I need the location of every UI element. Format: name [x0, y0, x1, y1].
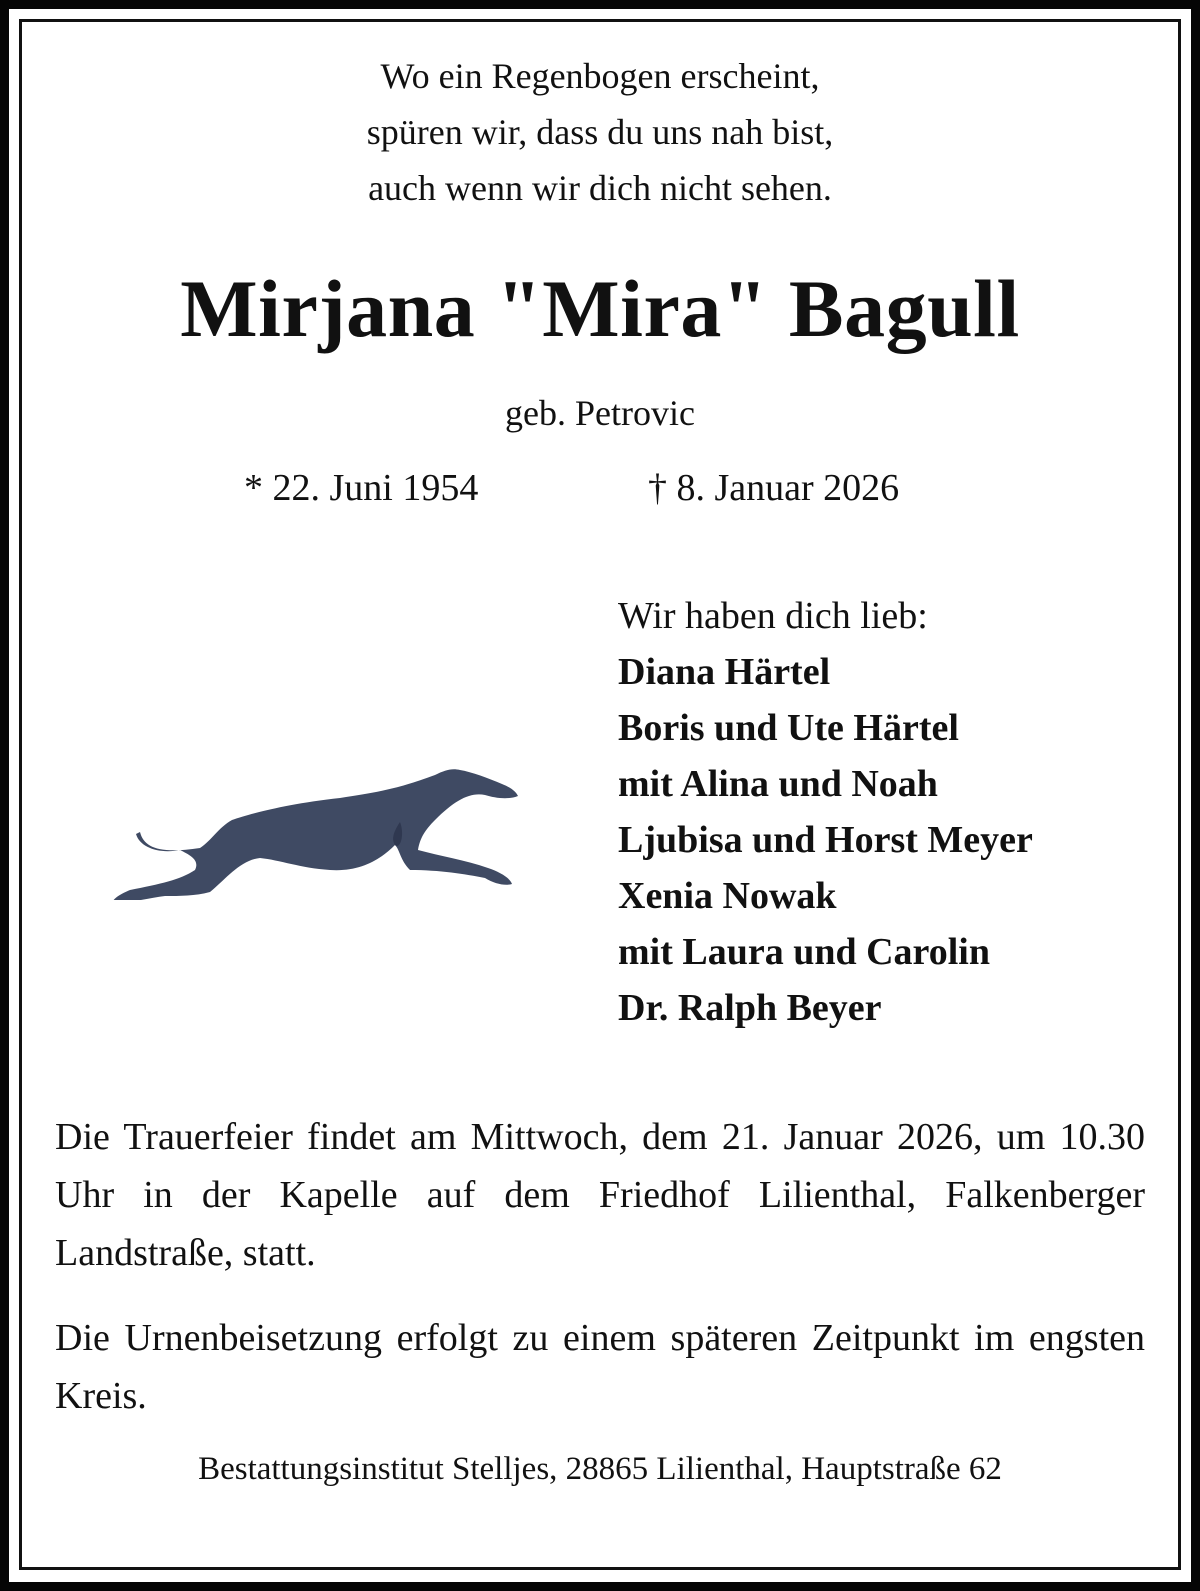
mourner-name: Xenia Nowak — [618, 875, 837, 917]
poem-line: Wo ein Regenbogen erscheint, — [380, 56, 820, 96]
burial-info: Die Urnenbeisetzung erfolgt zu einem späteren Zeitpunkt im engsten Kreis. — [55, 1317, 1145, 1417]
poem-line: spüren wir, dass du uns nah bist, — [366, 112, 834, 152]
birth-date: * 22. Juni 1954 — [244, 467, 479, 509]
mourner-name: Boris und Ute Härtel — [618, 707, 959, 749]
poem-line: auch wenn wir dich nicht sehen. — [368, 168, 832, 208]
born-name: geb. Petrovic — [505, 393, 695, 433]
mourners — [618, 588, 1033, 1036]
mourner-name: Ljubisa und Horst Meyer — [618, 819, 1033, 861]
mourner-name: mit Laura und Carolin — [618, 931, 990, 973]
greyhound-dog-icon — [100, 720, 520, 900]
mourner-name: Diana Härtel — [618, 651, 831, 693]
funeral-info: Die Trauerfeier findet am Mittwoch, dem 21. Januar 2026, um 10.30 Uhr in der Kapelle auf dem Friedhof Lilienthal, Falkenberger Landstraße, statt. — [55, 1116, 1145, 1274]
funeral-home: Bestattungsinstitut Stelljes, 28865 Lilienthal, Hauptstraße 62 — [198, 1451, 1002, 1487]
mourner-name: Dr. Ralph Beyer — [618, 987, 882, 1029]
death-date: † 8. Januar 2026 — [648, 467, 900, 509]
poem — [0, 48, 1200, 216]
deceased-name: Mirjana "Mira" Bagull — [180, 263, 1020, 354]
mourners-heading: Wir haben dich lieb: — [618, 595, 928, 637]
mourner-name: mit Alina und Noah — [618, 763, 938, 805]
